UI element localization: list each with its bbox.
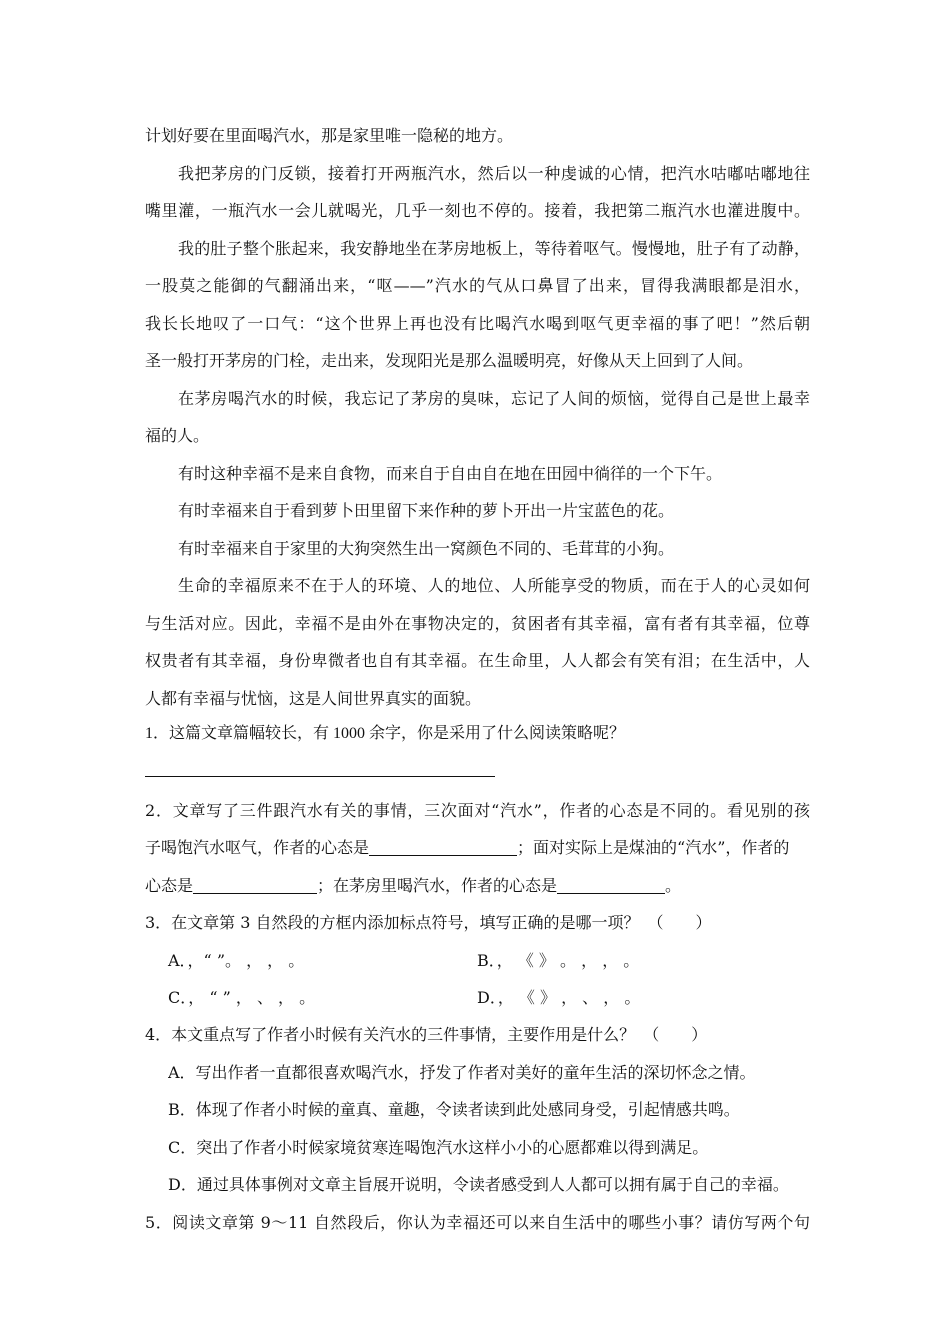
passage-line: 与生活对应。因此，幸福不是由外在事物决定的，贫困者有其幸福，富有者有其幸福，位尊 (145, 614, 810, 633)
option-b[interactable]: B．， 《 》 。 ， ， 。 (477, 951, 640, 970)
passage-line: 福的人。 (145, 426, 210, 445)
option-a[interactable]: A．写出作者一直都很喜欢喝汽水，抒发了作者对美好的童年生活的深切怀念之情。 (168, 1063, 756, 1082)
question-2-text: ；在茅房里喝汽水，作者的心态是 (317, 876, 558, 895)
passage-line: 权贵者有其幸福，身份卑微者也自有其幸福。在生命里，人人都会有笑有泪；在生活中，人 (145, 651, 810, 670)
answer-paren-q3[interactable]: （ ） (647, 913, 712, 932)
passage-line: 有时幸福来自于看到萝卜田里留下来作种的萝卜开出一片宝蓝色的花。 (178, 501, 675, 520)
passage-line: 计划好要在里面喝汽水，那是家里唯一隐秘的地方。 (145, 126, 514, 145)
passage-line: 圣一般打开茅房的门栓，走出来，发现阳光是那么温暖明亮，好像从天上回到了人间。 (145, 351, 754, 370)
option-a[interactable]: A．，“ ”。 ， ， 。 (168, 951, 305, 970)
passage-line: 我长长地叹了一口气：“这个世界上再也没有比喝汽水喝到呕气更幸福的事了吧！”然后朝 (145, 314, 810, 333)
question-3-text: 3．在文章第 3 自然段的方框内添加标点符号，填写正确的是哪一项？ (145, 913, 640, 932)
option-d[interactable]: D．通过具体事例对文章主旨展开说明，令读者感受到人人都可以拥有属于自己的幸福。 (168, 1175, 789, 1194)
answer-blank-3[interactable] (557, 877, 665, 894)
answer-paren-q4[interactable]: （ ） (643, 1025, 708, 1044)
question-2-text: 子喝饱汽水呕气，作者的心态是 (145, 838, 370, 857)
question-4-text: 4．本文重点写了作者小时候有关汽水的三件事情，主要作用是什么？ (145, 1025, 636, 1044)
option-c[interactable]: C．， “ ” ， 、 ， 。 (168, 988, 316, 1007)
answer-line-q1[interactable] (145, 776, 495, 777)
question-4-stem (145, 1025, 810, 1045)
question-2-line-1: 2．文章写了三件跟汽水有关的事情，三次面对“汽水”，作者的心态是不同的。看见别的孩 (145, 801, 810, 820)
question-2-line-2 (145, 838, 810, 858)
passage-line: 在茅房喝汽水的时候，我忘记了茅房的臭味，忘记了人间的烦恼，觉得自己是世上最幸 (178, 389, 810, 408)
passage-line: 我的肚子整个胀起来，我安静地坐在茅房地板上，等待着呕气。慢慢地，肚子有了动静， (178, 239, 810, 258)
answer-blank-2[interactable] (193, 877, 317, 894)
option-c[interactable]: C．突出了作者小时候家境贫寒连喝饱汽水这样小小的心愿都难以得到满足。 (168, 1138, 709, 1157)
option-b[interactable]: B．体现了作者小时候的童真、童趣，令读者读到此处感同身受，引起情感共鸣。 (168, 1100, 740, 1119)
passage-line: 我把茅房的门反锁，接着打开两瓶汽水，然后以一种虔诚的心情，把汽水咕嘟咕嘟地往 (178, 164, 810, 183)
question-1: 1．这篇文章篇幅较长，有 1000 余字，你是采用了什么阅读策略呢？ (145, 725, 626, 742)
question-5: 5．阅读文章第 9～11 自然段后，你认为幸福还可以来自生活中的哪些小事？请仿写两个句 (145, 1213, 810, 1232)
question-2-text: 心态是 (145, 876, 194, 895)
passage-line: 有时这种幸福不是来自食物，而来自于自由自在地在田园中徜徉的一个下午。 (178, 464, 723, 483)
passage-line: 生命的幸福原来不在于人的环境、人的地位、人所能享受的物质，而在于人的心灵如何 (178, 576, 810, 595)
passage-line: 一股莫之能御的气翻涌出来，“呕——”汽水的气从口鼻冒了出来，冒得我满眼都是泪水， (145, 276, 810, 295)
question-2-text: ；面对实际上是煤油的“汽水”，作者的 (517, 838, 790, 857)
passage-line: 人都有幸福与忧恼，这是人间世界真实的面貌。 (145, 689, 482, 708)
question-3-stem (145, 913, 810, 933)
answer-blank-1[interactable] (369, 839, 517, 856)
passage-line: 嘴里灌，一瓶汽水一会儿就喝光，几乎一刻也不停的。接着，我把第二瓶汽水也灌进腹中。 (145, 201, 810, 220)
passage-line: 有时幸福来自于家里的大狗突然生出一窝颜色不同的、毛茸茸的小狗。 (178, 539, 675, 558)
question-2-text: 。 (665, 876, 682, 895)
option-d[interactable]: D．， 《 》 ， 、 ， 。 (477, 988, 641, 1007)
question-2-line-3 (145, 876, 810, 896)
